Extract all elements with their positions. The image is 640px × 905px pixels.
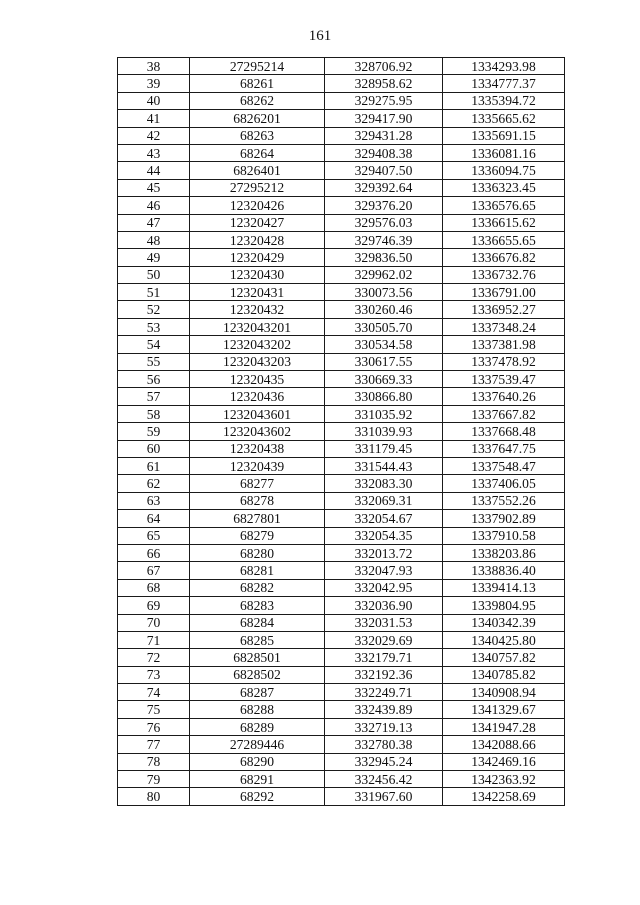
x-coordinate-cell: 328958.62 xyxy=(325,75,443,92)
table-row xyxy=(118,249,565,266)
table-row xyxy=(118,492,565,509)
point-code-cell: 1232043202 xyxy=(190,336,325,353)
x-coordinate-cell: 332047.93 xyxy=(325,562,443,579)
table-row xyxy=(118,771,565,788)
table-row xyxy=(118,649,565,666)
x-coordinate-cell: 332069.31 xyxy=(325,492,443,509)
x-coordinate-cell: 332042.95 xyxy=(325,579,443,596)
point-code-cell: 68277 xyxy=(190,475,325,492)
table-row xyxy=(118,266,565,283)
y-coordinate-cell: 1336732.76 xyxy=(443,266,565,283)
point-number-cell: 60 xyxy=(118,440,190,457)
y-coordinate-cell: 1337381.98 xyxy=(443,336,565,353)
point-code-cell: 12320432 xyxy=(190,301,325,318)
x-coordinate-cell: 330505.70 xyxy=(325,318,443,335)
x-coordinate-cell: 331035.92 xyxy=(325,405,443,422)
table-row xyxy=(118,631,565,648)
coordinates-table xyxy=(117,57,565,806)
point-code-cell: 68261 xyxy=(190,75,325,92)
x-coordinate-cell: 329392.64 xyxy=(325,179,443,196)
point-code-cell: 12320436 xyxy=(190,388,325,405)
y-coordinate-cell: 1337548.47 xyxy=(443,457,565,474)
point-code-cell: 1232043203 xyxy=(190,353,325,370)
x-coordinate-cell: 332456.42 xyxy=(325,771,443,788)
x-coordinate-cell: 330617.55 xyxy=(325,353,443,370)
point-number-cell: 73 xyxy=(118,666,190,683)
point-code-cell: 68292 xyxy=(190,788,325,805)
point-code-cell: 68291 xyxy=(190,771,325,788)
point-number-cell: 79 xyxy=(118,771,190,788)
point-number-cell: 80 xyxy=(118,788,190,805)
point-number-cell: 47 xyxy=(118,214,190,231)
x-coordinate-cell: 332054.67 xyxy=(325,510,443,527)
point-code-cell: 12320430 xyxy=(190,266,325,283)
y-coordinate-cell: 1339414.13 xyxy=(443,579,565,596)
point-number-cell: 54 xyxy=(118,336,190,353)
x-coordinate-cell: 332780.38 xyxy=(325,736,443,753)
point-code-cell: 12320426 xyxy=(190,197,325,214)
y-coordinate-cell: 1335394.72 xyxy=(443,92,565,109)
y-coordinate-cell: 1337406.05 xyxy=(443,475,565,492)
table-row xyxy=(118,510,565,527)
table-row xyxy=(118,371,565,388)
y-coordinate-cell: 1340785.82 xyxy=(443,666,565,683)
point-number-cell: 55 xyxy=(118,353,190,370)
point-code-cell: 68284 xyxy=(190,614,325,631)
y-coordinate-cell: 1338836.40 xyxy=(443,562,565,579)
y-coordinate-cell: 1336081.16 xyxy=(443,144,565,161)
y-coordinate-cell: 1342258.69 xyxy=(443,788,565,805)
y-coordinate-cell: 1336676.82 xyxy=(443,249,565,266)
x-coordinate-cell: 332249.71 xyxy=(325,684,443,701)
point-number-cell: 38 xyxy=(118,58,190,75)
table-row xyxy=(118,475,565,492)
x-coordinate-cell: 328706.92 xyxy=(325,58,443,75)
point-code-cell: 68278 xyxy=(190,492,325,509)
table-row xyxy=(118,318,565,335)
y-coordinate-cell: 1341947.28 xyxy=(443,718,565,735)
x-coordinate-cell: 332192.36 xyxy=(325,666,443,683)
point-code-cell: 68262 xyxy=(190,92,325,109)
x-coordinate-cell: 329836.50 xyxy=(325,249,443,266)
y-coordinate-cell: 1340425.80 xyxy=(443,631,565,648)
point-number-cell: 58 xyxy=(118,405,190,422)
table-row xyxy=(118,231,565,248)
point-code-cell: 68280 xyxy=(190,544,325,561)
y-coordinate-cell: 1342088.66 xyxy=(443,736,565,753)
point-number-cell: 53 xyxy=(118,318,190,335)
y-coordinate-cell: 1340908.94 xyxy=(443,684,565,701)
x-coordinate-cell: 332083.30 xyxy=(325,475,443,492)
point-number-cell: 69 xyxy=(118,597,190,614)
x-coordinate-cell: 329576.03 xyxy=(325,214,443,231)
point-code-cell: 68290 xyxy=(190,753,325,770)
y-coordinate-cell: 1337478.92 xyxy=(443,353,565,370)
coordinates-table-body xyxy=(118,58,565,806)
y-coordinate-cell: 1337668.48 xyxy=(443,423,565,440)
point-number-cell: 66 xyxy=(118,544,190,561)
point-code-cell: 6827801 xyxy=(190,510,325,527)
point-number-cell: 61 xyxy=(118,457,190,474)
x-coordinate-cell: 332029.69 xyxy=(325,631,443,648)
point-code-cell: 1232043601 xyxy=(190,405,325,422)
point-number-cell: 48 xyxy=(118,231,190,248)
y-coordinate-cell: 1337552.26 xyxy=(443,492,565,509)
x-coordinate-cell: 332945.24 xyxy=(325,753,443,770)
x-coordinate-cell: 329962.02 xyxy=(325,266,443,283)
y-coordinate-cell: 1337640.26 xyxy=(443,388,565,405)
table-row xyxy=(118,127,565,144)
point-number-cell: 52 xyxy=(118,301,190,318)
x-coordinate-cell: 330669.33 xyxy=(325,371,443,388)
table-row xyxy=(118,701,565,718)
table-row xyxy=(118,284,565,301)
table-row xyxy=(118,562,565,579)
x-coordinate-cell: 330866.80 xyxy=(325,388,443,405)
y-coordinate-cell: 1340757.82 xyxy=(443,649,565,666)
point-code-cell: 1232043201 xyxy=(190,318,325,335)
point-number-cell: 56 xyxy=(118,371,190,388)
y-coordinate-cell: 1336576.65 xyxy=(443,197,565,214)
point-code-cell: 68263 xyxy=(190,127,325,144)
point-number-cell: 71 xyxy=(118,631,190,648)
table-row xyxy=(118,423,565,440)
table-row xyxy=(118,92,565,109)
point-code-cell: 6826401 xyxy=(190,162,325,179)
point-number-cell: 78 xyxy=(118,753,190,770)
y-coordinate-cell: 1342363.92 xyxy=(443,771,565,788)
table-row xyxy=(118,75,565,92)
point-code-cell: 1232043602 xyxy=(190,423,325,440)
table-row xyxy=(118,788,565,805)
y-coordinate-cell: 1336323.45 xyxy=(443,179,565,196)
y-coordinate-cell: 1335665.62 xyxy=(443,110,565,127)
point-code-cell: 68287 xyxy=(190,684,325,701)
point-code-cell: 6826201 xyxy=(190,110,325,127)
point-number-cell: 46 xyxy=(118,197,190,214)
point-number-cell: 50 xyxy=(118,266,190,283)
table-row xyxy=(118,718,565,735)
point-number-cell: 65 xyxy=(118,527,190,544)
table-row xyxy=(118,736,565,753)
table-row xyxy=(118,301,565,318)
table-row xyxy=(118,58,565,75)
point-number-cell: 51 xyxy=(118,284,190,301)
point-number-cell: 42 xyxy=(118,127,190,144)
y-coordinate-cell: 1334293.98 xyxy=(443,58,565,75)
table-row xyxy=(118,197,565,214)
table-row xyxy=(118,336,565,353)
point-code-cell: 68285 xyxy=(190,631,325,648)
table-row xyxy=(118,405,565,422)
x-coordinate-cell: 332439.89 xyxy=(325,701,443,718)
x-coordinate-cell: 330260.46 xyxy=(325,301,443,318)
x-coordinate-cell: 332179.71 xyxy=(325,649,443,666)
point-code-cell: 68281 xyxy=(190,562,325,579)
y-coordinate-cell: 1336094.75 xyxy=(443,162,565,179)
point-code-cell: 68283 xyxy=(190,597,325,614)
x-coordinate-cell: 329407.50 xyxy=(325,162,443,179)
y-coordinate-cell: 1336615.62 xyxy=(443,214,565,231)
y-coordinate-cell: 1337647.75 xyxy=(443,440,565,457)
table-row xyxy=(118,457,565,474)
y-coordinate-cell: 1338203.86 xyxy=(443,544,565,561)
point-number-cell: 45 xyxy=(118,179,190,196)
table-row xyxy=(118,753,565,770)
x-coordinate-cell: 329408.38 xyxy=(325,144,443,161)
point-number-cell: 40 xyxy=(118,92,190,109)
table-row xyxy=(118,110,565,127)
point-number-cell: 75 xyxy=(118,701,190,718)
point-number-cell: 41 xyxy=(118,110,190,127)
y-coordinate-cell: 1341329.67 xyxy=(443,701,565,718)
x-coordinate-cell: 329746.39 xyxy=(325,231,443,248)
table-row xyxy=(118,544,565,561)
point-number-cell: 70 xyxy=(118,614,190,631)
x-coordinate-cell: 331039.93 xyxy=(325,423,443,440)
table-row xyxy=(118,179,565,196)
x-coordinate-cell: 330534.58 xyxy=(325,336,443,353)
y-coordinate-cell: 1334777.37 xyxy=(443,75,565,92)
y-coordinate-cell: 1342469.16 xyxy=(443,753,565,770)
table-row xyxy=(118,527,565,544)
y-coordinate-cell: 1337910.58 xyxy=(443,527,565,544)
point-code-cell: 12320435 xyxy=(190,371,325,388)
x-coordinate-cell: 329376.20 xyxy=(325,197,443,214)
x-coordinate-cell: 331967.60 xyxy=(325,788,443,805)
y-coordinate-cell: 1337667.82 xyxy=(443,405,565,422)
point-number-cell: 72 xyxy=(118,649,190,666)
point-code-cell: 68288 xyxy=(190,701,325,718)
point-number-cell: 64 xyxy=(118,510,190,527)
y-coordinate-cell: 1336791.00 xyxy=(443,284,565,301)
x-coordinate-cell: 332036.90 xyxy=(325,597,443,614)
point-number-cell: 63 xyxy=(118,492,190,509)
table-row xyxy=(118,597,565,614)
y-coordinate-cell: 1337348.24 xyxy=(443,318,565,335)
point-code-cell: 68282 xyxy=(190,579,325,596)
point-code-cell: 12320439 xyxy=(190,457,325,474)
x-coordinate-cell: 331179.45 xyxy=(325,440,443,457)
point-code-cell: 12320431 xyxy=(190,284,325,301)
table-row xyxy=(118,440,565,457)
point-code-cell: 6828502 xyxy=(190,666,325,683)
point-number-cell: 39 xyxy=(118,75,190,92)
point-code-cell: 6828501 xyxy=(190,649,325,666)
point-code-cell: 68264 xyxy=(190,144,325,161)
y-coordinate-cell: 1337902.89 xyxy=(443,510,565,527)
x-coordinate-cell: 330073.56 xyxy=(325,284,443,301)
point-number-cell: 44 xyxy=(118,162,190,179)
x-coordinate-cell: 332054.35 xyxy=(325,527,443,544)
y-coordinate-cell: 1339804.95 xyxy=(443,597,565,614)
point-number-cell: 67 xyxy=(118,562,190,579)
point-number-cell: 57 xyxy=(118,388,190,405)
x-coordinate-cell: 329275.95 xyxy=(325,92,443,109)
y-coordinate-cell: 1335691.15 xyxy=(443,127,565,144)
point-code-cell: 27295212 xyxy=(190,179,325,196)
table-row xyxy=(118,684,565,701)
point-code-cell: 27295214 xyxy=(190,58,325,75)
table-row xyxy=(118,579,565,596)
x-coordinate-cell: 332719.13 xyxy=(325,718,443,735)
point-number-cell: 77 xyxy=(118,736,190,753)
x-coordinate-cell: 332013.72 xyxy=(325,544,443,561)
point-number-cell: 43 xyxy=(118,144,190,161)
x-coordinate-cell: 331544.43 xyxy=(325,457,443,474)
table-row xyxy=(118,162,565,179)
x-coordinate-cell: 329431.28 xyxy=(325,127,443,144)
point-number-cell: 49 xyxy=(118,249,190,266)
table-row xyxy=(118,353,565,370)
point-code-cell: 12320438 xyxy=(190,440,325,457)
y-coordinate-cell: 1340342.39 xyxy=(443,614,565,631)
point-number-cell: 74 xyxy=(118,684,190,701)
x-coordinate-cell: 329417.90 xyxy=(325,110,443,127)
point-code-cell: 12320427 xyxy=(190,214,325,231)
point-number-cell: 62 xyxy=(118,475,190,492)
point-code-cell: 27289446 xyxy=(190,736,325,753)
y-coordinate-cell: 1336655.65 xyxy=(443,231,565,248)
y-coordinate-cell: 1337539.47 xyxy=(443,371,565,388)
page-number: 161 xyxy=(308,28,332,44)
point-number-cell: 76 xyxy=(118,718,190,735)
point-code-cell: 68289 xyxy=(190,718,325,735)
point-number-cell: 68 xyxy=(118,579,190,596)
point-code-cell: 12320429 xyxy=(190,249,325,266)
table-row xyxy=(118,214,565,231)
table-row xyxy=(118,614,565,631)
table-row xyxy=(118,144,565,161)
point-number-cell: 59 xyxy=(118,423,190,440)
x-coordinate-cell: 332031.53 xyxy=(325,614,443,631)
point-code-cell: 12320428 xyxy=(190,231,325,248)
table-row xyxy=(118,388,565,405)
y-coordinate-cell: 1336952.27 xyxy=(443,301,565,318)
point-code-cell: 68279 xyxy=(190,527,325,544)
table-row xyxy=(118,666,565,683)
